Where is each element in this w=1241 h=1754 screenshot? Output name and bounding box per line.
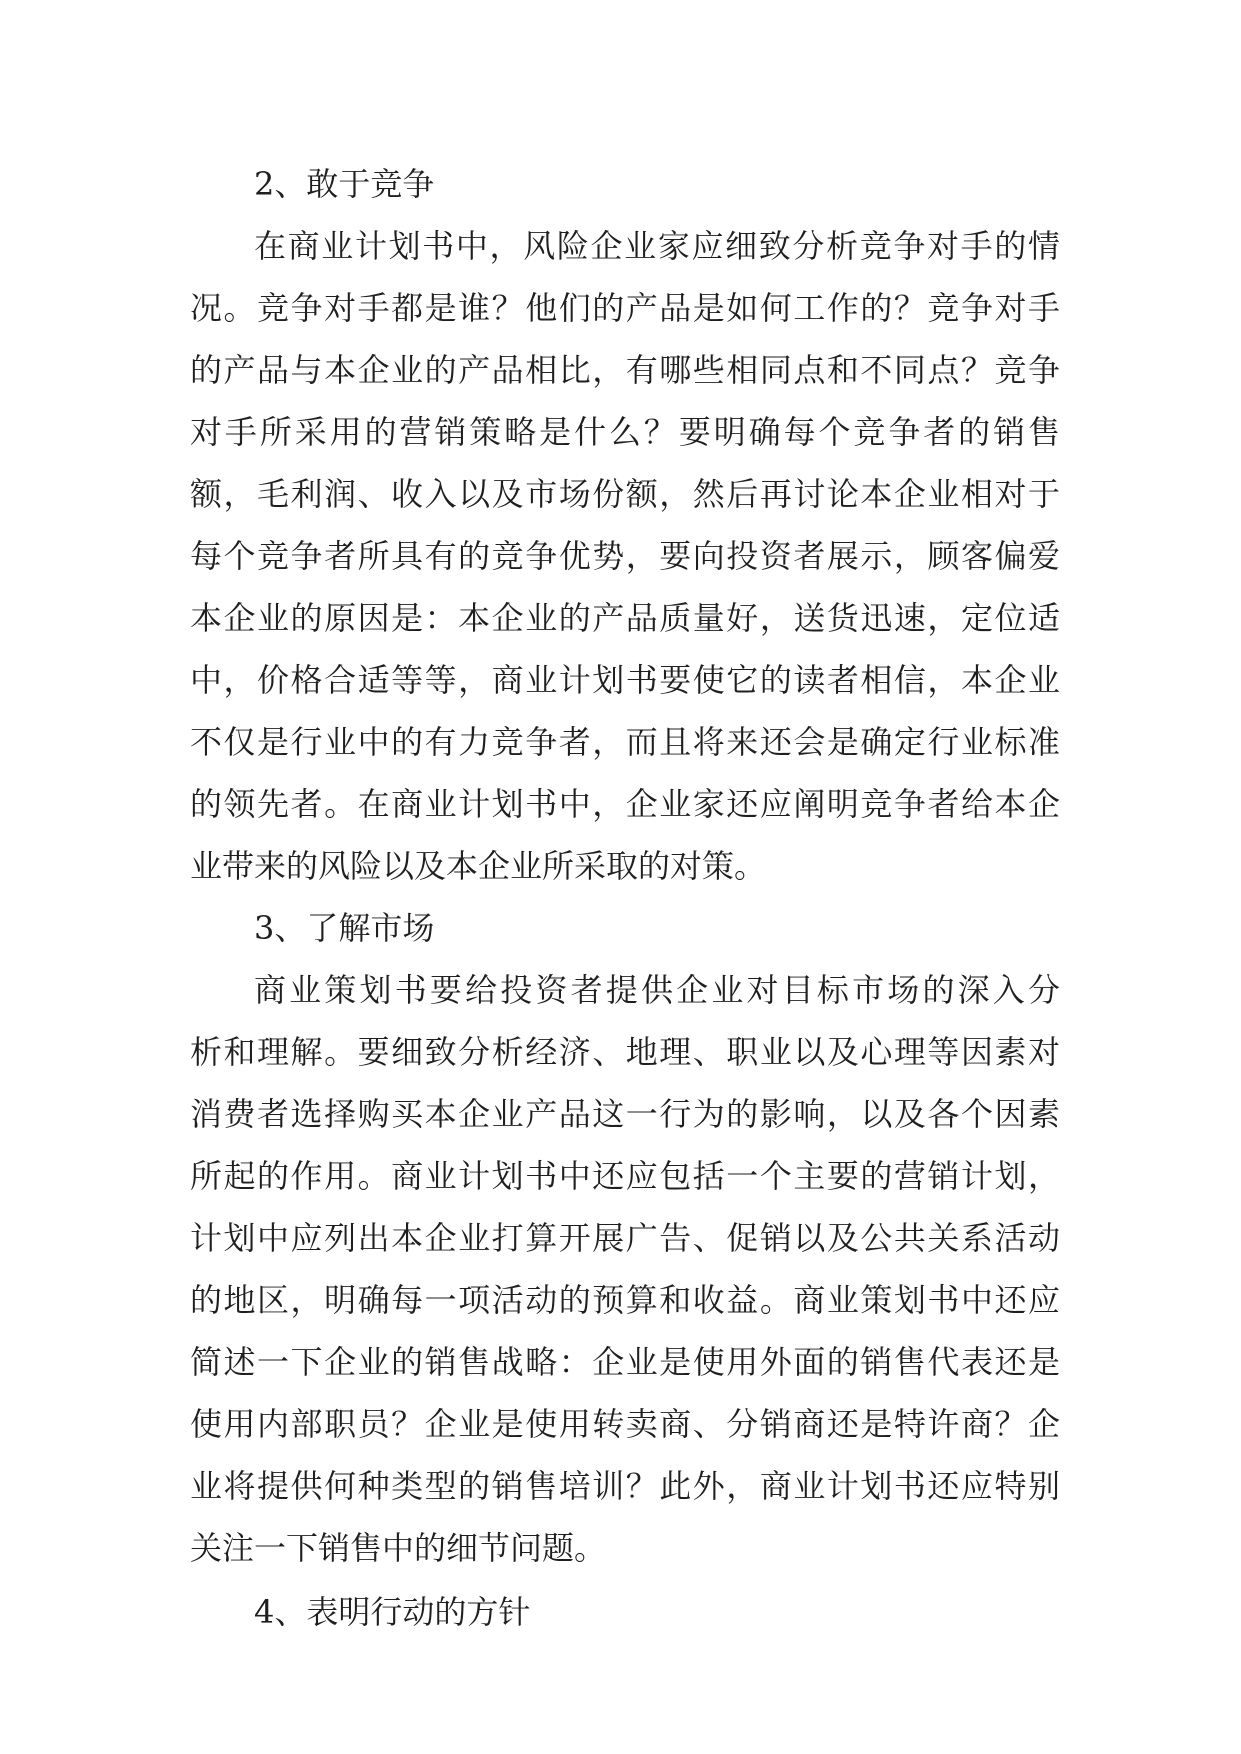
paragraph-line: 中，价格合适等等，商业计划书要使它的读者相信，本企业 <box>190 661 1060 699</box>
paragraph-line: 简述一下企业的销售战略：企业是使用外面的销售代表还是 <box>190 1343 1060 1381</box>
paragraph-line: 的地区，明确每一项活动的预算和收益。商业策划书中还应 <box>190 1281 1060 1319</box>
paragraph-line: 析和理解。要细致分析经济、地理、职业以及心理等因素对 <box>190 1033 1060 1071</box>
paragraph-line: 在商业计划书中，风险企业家应细致分析竞争对手的情 <box>254 227 1060 265</box>
paragraph-line: 况。竞争对手都是谁？他们的产品是如何工作的？竞争对手 <box>190 289 1060 327</box>
paragraph-line: 每个竞争者所具有的竞争优势，要向投资者展示，顾客偏爱 <box>190 537 1060 575</box>
paragraph-line: 使用内部职员？企业是使用转卖商、分销商还是特许商？企 <box>190 1405 1060 1443</box>
paragraph-line: 对手所采用的营销策略是什么？要明确每个竞争者的销售 <box>190 413 1060 451</box>
paragraph-line: 所起的作用。商业计划书中还应包括一个主要的营销计划， <box>190 1157 1060 1195</box>
paragraph-line: 本企业的原因是：本企业的产品质量好，送货迅速，定位适 <box>190 599 1060 637</box>
paragraph-line: 消费者选择购买本企业产品这一行为的影响，以及各个因素 <box>190 1095 1060 1133</box>
paragraph-line: 商业策划书要给投资者提供企业对目标市场的深入分 <box>254 971 1060 1009</box>
paragraph-line: 业带来的风险以及本企业所采取的对策。 <box>190 847 767 885</box>
paragraph-line: 不仅是行业中的有力竞争者，而且将来还会是确定行业标准 <box>190 723 1060 761</box>
paragraph-line: 的产品与本企业的产品相比，有哪些相同点和不同点？竞争 <box>190 351 1060 389</box>
paragraph-line: 关注一下销售中的细节问题。 <box>190 1529 607 1567</box>
paragraph-line: 计划中应列出本企业打算开展广告、促销以及公共关系活动 <box>190 1219 1060 1257</box>
heading-understand-market: 3、了解市场 <box>254 909 435 947</box>
heading-action-policy: 4、表明行动的方针 <box>254 1593 531 1631</box>
heading-compete: 2、敢于竞争 <box>254 165 435 203</box>
paragraph-line: 额，毛利润、收入以及市场份额，然后再讨论本企业相对于 <box>190 475 1060 513</box>
paragraph-line: 的领先者。在商业计划书中，企业家还应阐明竞争者给本企 <box>190 785 1060 823</box>
paragraph-line: 业将提供何种类型的销售培训？此外，商业计划书还应特别 <box>190 1467 1060 1505</box>
